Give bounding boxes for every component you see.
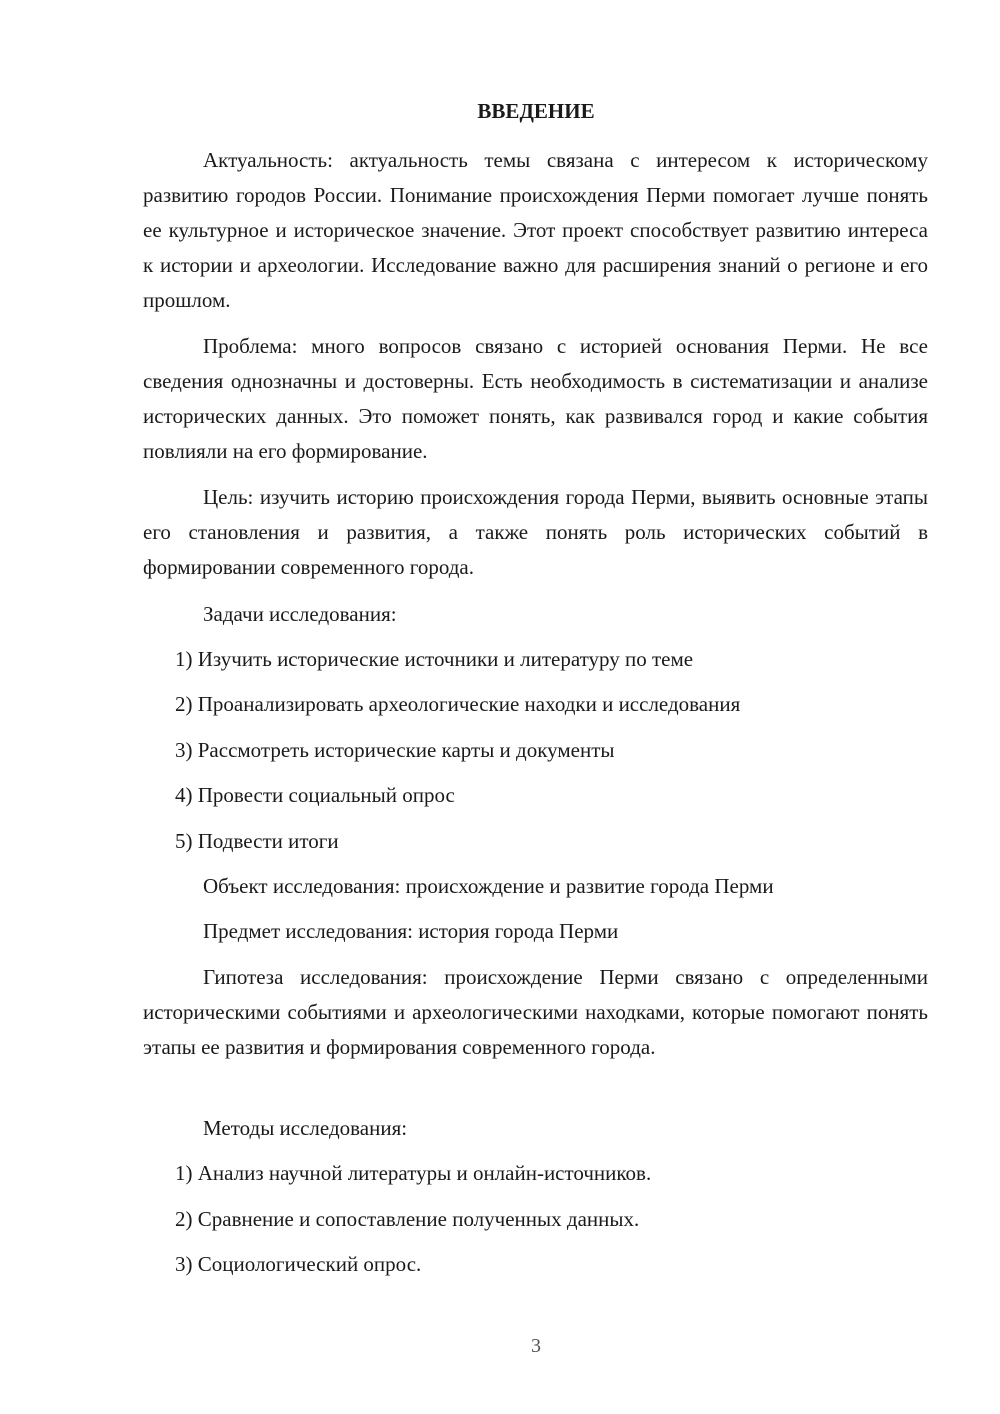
subject-line: Предмет исследования: история города Перми <box>203 919 619 943</box>
task-item: 2) Проанализировать археологические находки и исследования <box>175 692 741 716</box>
task-item: 4) Провести социальный опрос <box>175 783 455 807</box>
page-number: 3 <box>531 1335 541 1357</box>
goal-paragraph: Цель: изучить историю происхождения города Перми, выявить основные этапы его становления и развития, а также понять роль исторических событий в формировании современного города. <box>143 485 928 579</box>
tasks-heading: Задачи исследования: <box>203 602 397 626</box>
methods-heading: Методы исследования: <box>203 1116 408 1140</box>
problem-paragraph: Проблема: много вопросов связано с историей основания Перми. Не все сведения однозначны и достоверны. Есть необходимость в систематизации и анализе исторических данных. Это поможет понять, как развивался город и какие события повлияли на его формирование. <box>143 334 928 463</box>
hypothesis-paragraph: Гипотеза исследования: происхождение Перми связано с определенными историческими событиями и археологическими находками, которые помогают понять этапы ее развития и формирования современного города. <box>143 965 928 1059</box>
section-title: ВВЕДЕНИЕ <box>477 99 595 123</box>
object-line: Объект исследования: происхождение и развитие города Перми <box>203 874 774 898</box>
task-item: 5) Подвести итоги <box>175 829 339 853</box>
relevance-paragraph: Актуальность: актуальность темы связана с интересом к историческому развитию городов России. Понимание происхождения Перми помогает лучше понять ее культурное и историческое значение. Этот проект способствует развитию интереса к истории и археологии. Исследование важно для расширения знаний о регионе и его прошлом. <box>143 148 928 312</box>
method-item: 2) Сравнение и сопоставление полученных данных. <box>175 1207 640 1231</box>
task-item: 1) Изучить исторические источники и литературу по теме <box>175 647 694 671</box>
method-item: 1) Анализ научной литературы и онлайн-источников. <box>175 1161 652 1185</box>
task-item: 3) Рассмотреть исторические карты и документы <box>175 738 615 762</box>
method-item: 3) Социологический опрос. <box>175 1252 422 1276</box>
